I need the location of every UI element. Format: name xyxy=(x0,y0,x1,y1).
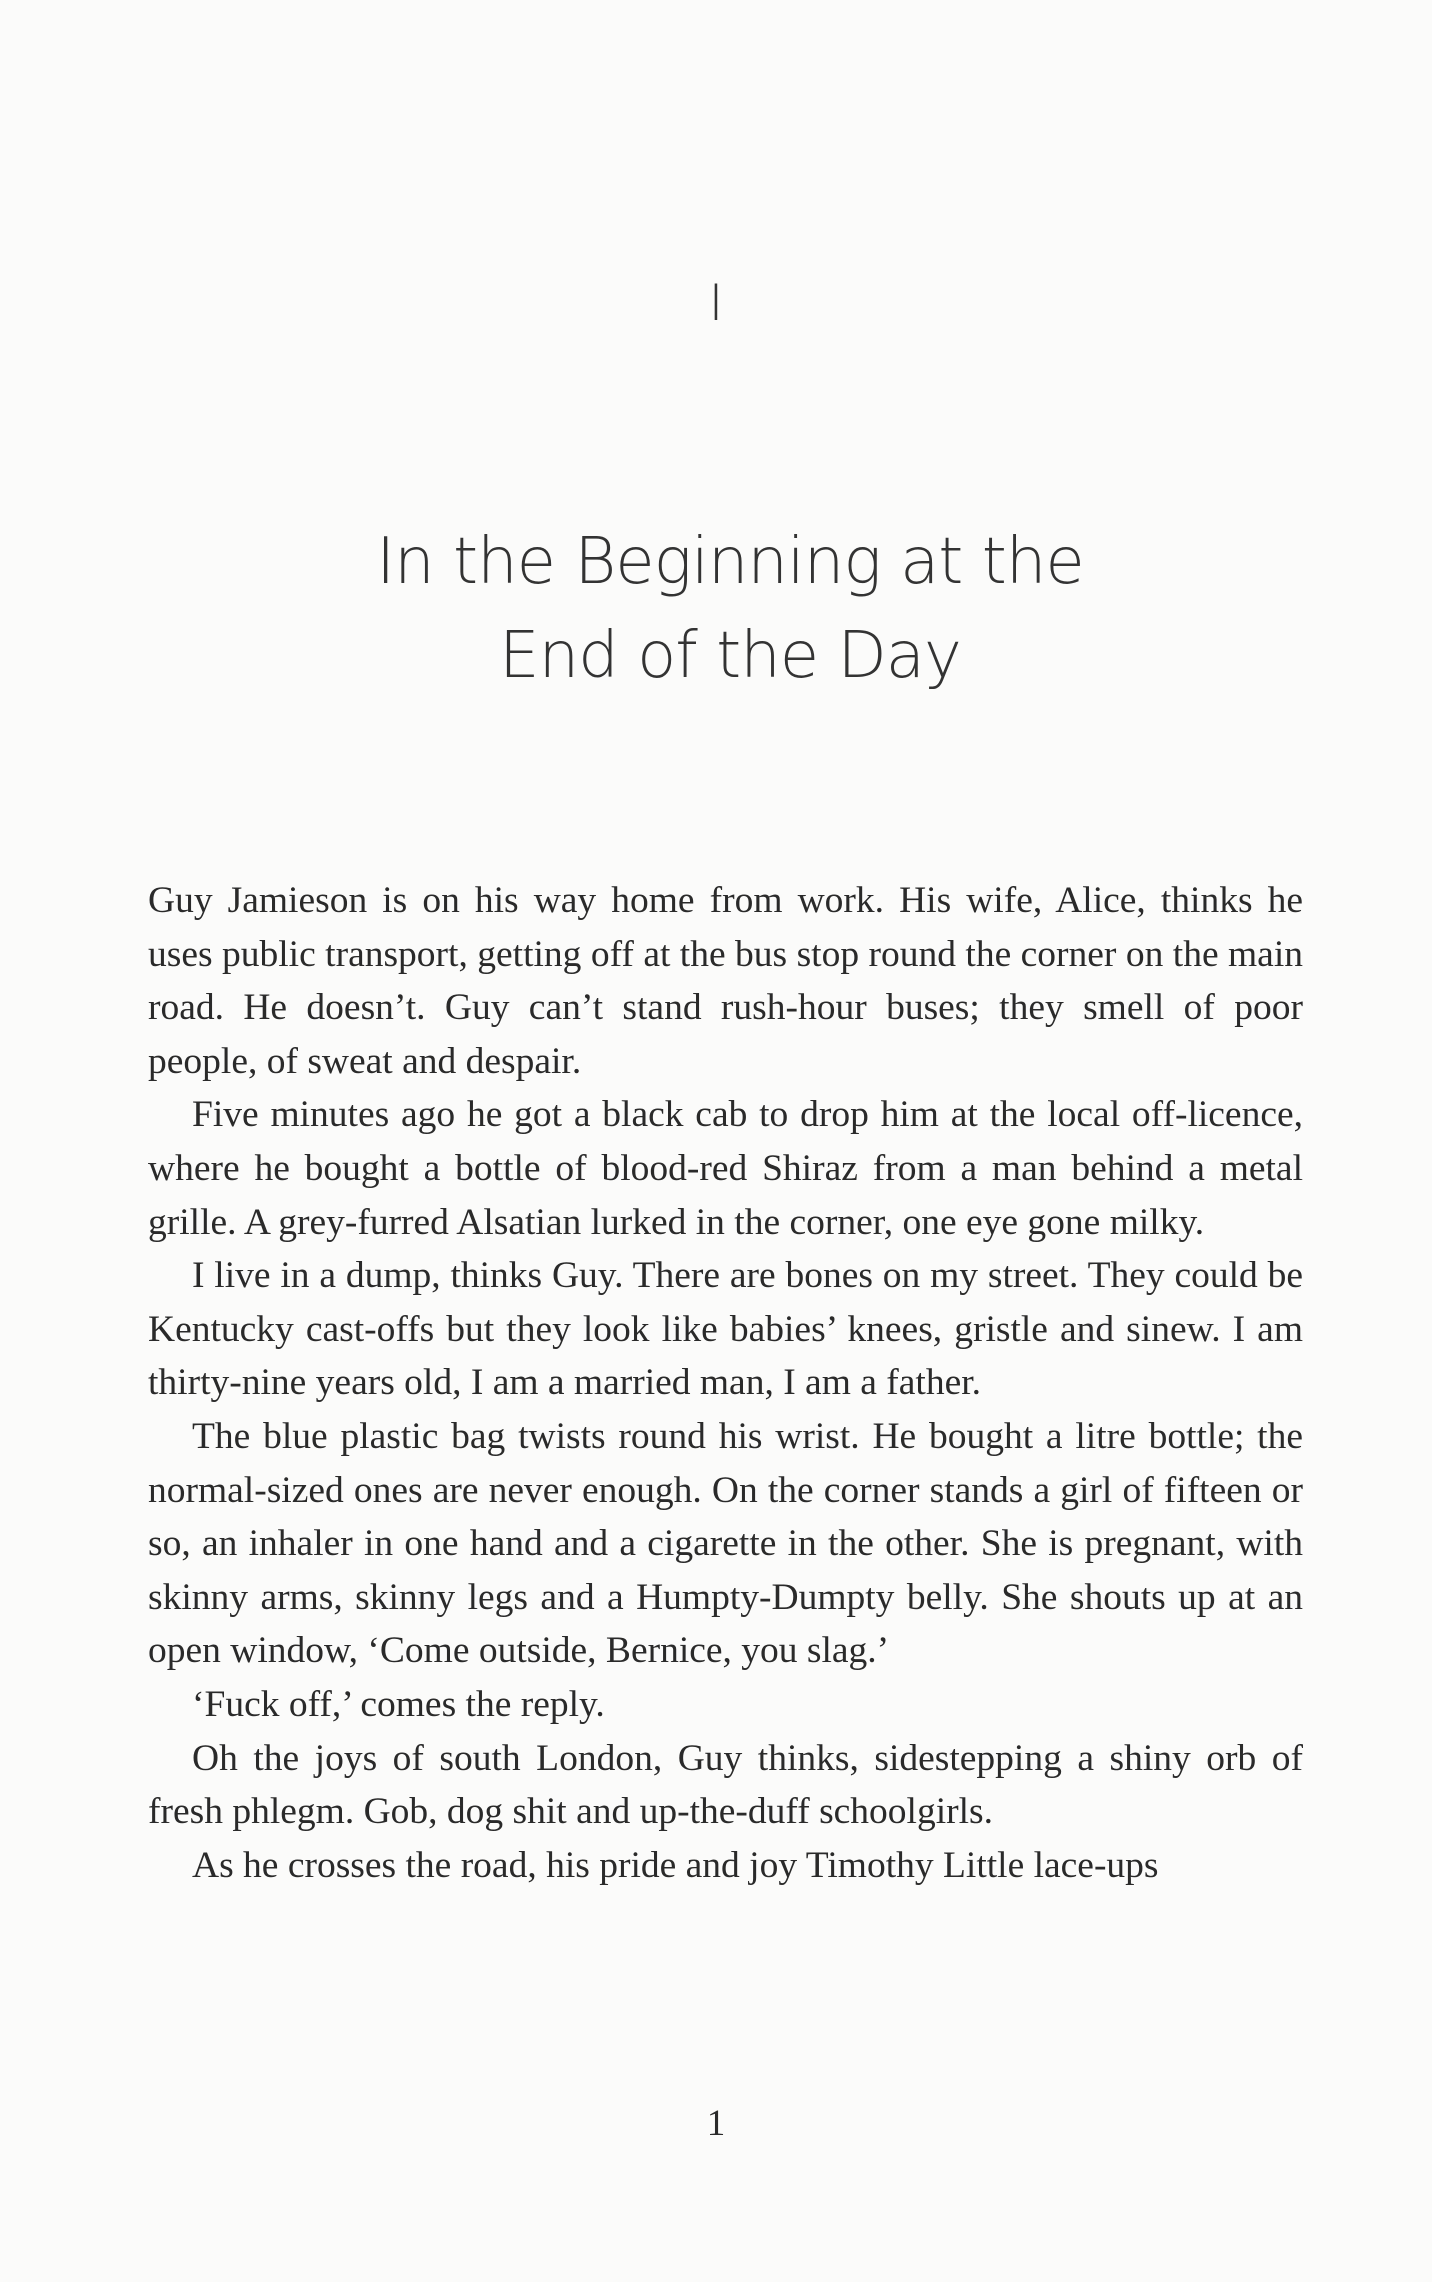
chapter-title xyxy=(250,515,1210,703)
paragraph: I live in a dump, thinks Guy. There are bones on my street. They could be Kentucky cast-offs but they look like babies’ knees, gristle and sinew. I am thirty-nine years old, I am a married man, I am a father. xyxy=(148,1255,1303,1404)
paragraph: Oh the joys of south London, Guy thinks, sidestepping a shiny orb of fresh phlegm. Gob, dog shit and up-the-duff schoolgirls. xyxy=(148,1737,1303,1833)
chapter-title-line-2: End of the Day xyxy=(499,619,961,693)
page-number: 1 xyxy=(706,2103,726,2144)
paragraph: The blue plastic bag twists round his wrist. He bought a litre bottle; the normal-sized ones are never enough. On the corner stands a girl of fifteen or so, an inhaler in one hand and a cigarette in the other. She is pregnant, with skinny arms, skinny legs and a Humpty-Dumpty belly. She shouts up at an open window, ‘Come outside, Bernice, you slag.’ xyxy=(148,1415,1303,1672)
paragraph: As he crosses the road, his pride and joy Timothy Little lace-ups xyxy=(192,1844,1159,1886)
paragraph: Guy Jamieson is on his way home from work. His wife, Alice, thinks he uses public transport, getting off at the bus stop round the corner on the main road. He doesn’t. Guy can’t stand rush-hour buses; they smell of poor people, of sweat and despair. xyxy=(148,880,1303,1082)
paragraph: ‘Fuck off,’ comes the reply. xyxy=(192,1683,605,1725)
paragraph: Five minutes ago he got a black cab to drop him at the local off-licence, where he bought a bottle of blood-red Shiraz from a man behind a metal grille. A grey-furred Alsatian lurked in the corner, one eye gone milky. xyxy=(148,1094,1303,1243)
chapter-number: I xyxy=(708,274,724,332)
chapter-title-line-1: In the Beginning at the xyxy=(376,525,1084,599)
body-text xyxy=(148,874,1303,1892)
